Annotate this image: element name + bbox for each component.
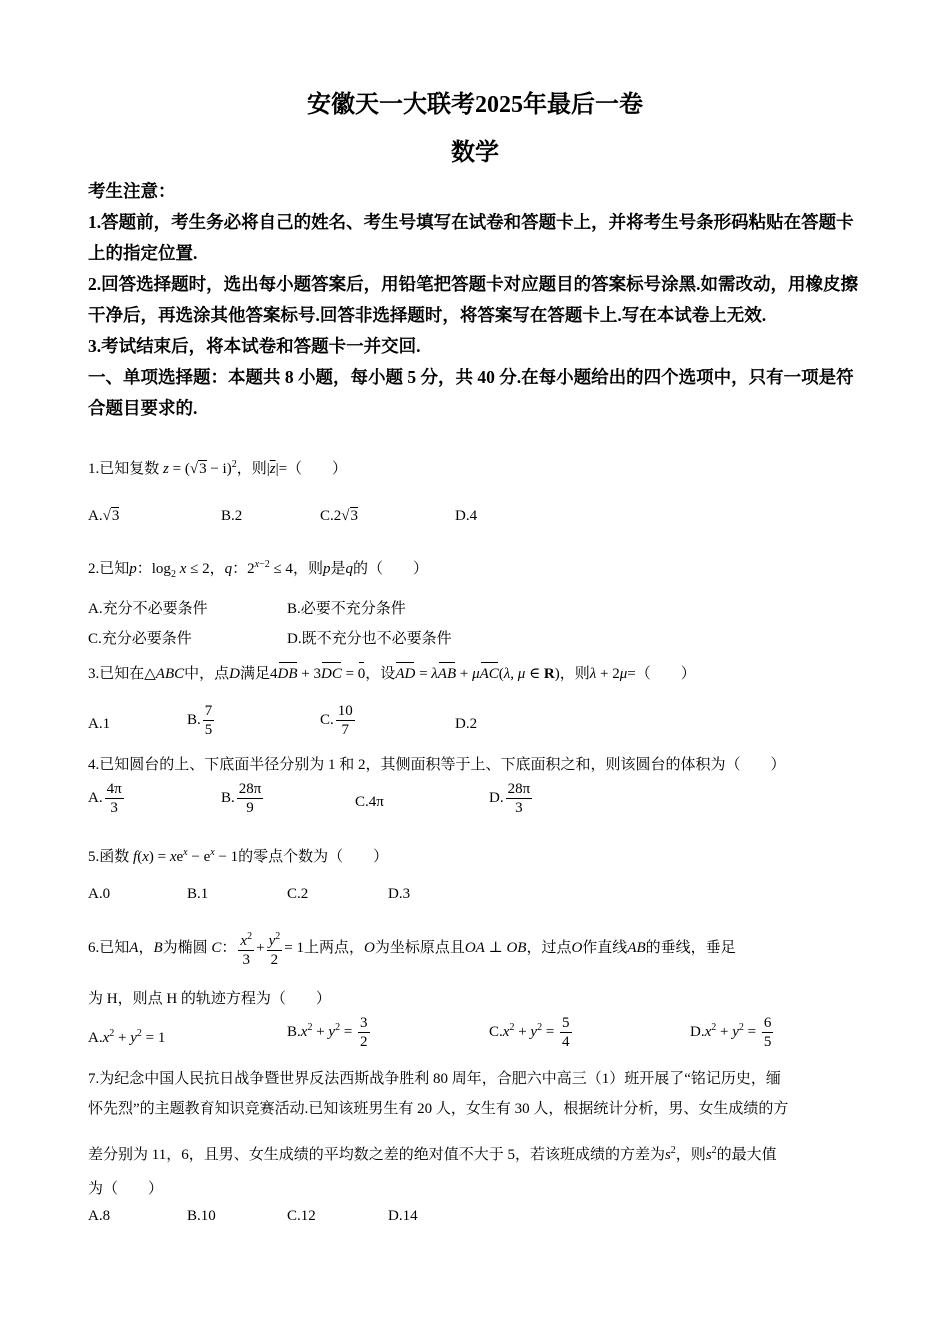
q1-option-c[interactable]: C.2√3 bbox=[320, 508, 358, 524]
q2-option-a[interactable]: A.充分不必要条件 bbox=[88, 601, 208, 617]
question-4: 4.已知圆台的上、下底面半径分别为 1 和 2，其侧面积等于上、下底面积之和，则该圆台的体积为（ ） bbox=[88, 757, 786, 773]
question-7-line4: 为（ ） bbox=[88, 1181, 164, 1197]
q1-option-d[interactable]: D.4 bbox=[455, 508, 478, 524]
q5-option-d[interactable]: D.3 bbox=[388, 886, 411, 902]
q5-option-b[interactable]: B.1 bbox=[187, 886, 209, 902]
q2-option-d[interactable]: D.既不充分也不必要条件 bbox=[287, 631, 452, 647]
question-7-line3: 差分别为 11，6，且男、女生成绩的平均数之差的绝对值不大于 5，若该班成绩的方差为$s^2$，则$s^2$的最大值 bbox=[88, 1145, 777, 1163]
q3-option-d[interactable]: D.2 bbox=[455, 716, 478, 732]
q2-option-b[interactable]: B.必要不充分条件 bbox=[287, 601, 406, 617]
question-1: 1.已知复数 $z = (√3 - i)^2$，则$|\overline{z}|=$（ ） bbox=[88, 459, 348, 477]
q5-option-c[interactable]: C.2 bbox=[287, 886, 309, 902]
q6-option-b[interactable]: $B.x^2 + y^2$ = $\frac{3}{2}$ bbox=[287, 1015, 368, 1050]
exam-title: 安徽天一大联考2025年最后一卷 bbox=[307, 92, 643, 118]
question-2: 2.已知p：$\log_2 x \le 2$，q：$2^{x-2} \le 4$，则p是q的（ ） bbox=[88, 559, 428, 580]
q3-option-c[interactable]: C. $\frac{10}{7}$ bbox=[320, 703, 353, 738]
q7-option-c[interactable]: C.12 bbox=[287, 1208, 316, 1224]
question-5: 5.函数 $f(x) = xe^x - e^x - 1$的零点个数为（ ） bbox=[88, 847, 389, 865]
q7-option-b[interactable]: B.10 bbox=[187, 1208, 216, 1224]
q1-prefix: 1.已知复数 bbox=[88, 461, 160, 477]
notes-item: 2.回答选择题时，选出每小题答案后，用铅笔把答题卡对应题目的答案标号涂黑.如需改动，用橡皮擦干净后，再选涂其他答案标号.回答非选择题时，将答案写在答题卡上.写在本试卷上无效. bbox=[88, 274, 858, 325]
q4-option-b[interactable]: B. $\frac{28\pi}{9}$ bbox=[221, 781, 262, 816]
q4-option-c[interactable]: C.4π bbox=[355, 794, 384, 810]
notes-item: 3.考试结束后，将本试卷和答题卡一并交回. bbox=[88, 336, 421, 356]
q7-option-a[interactable]: A.8 bbox=[88, 1208, 111, 1224]
notes-item: 1.答题前，考生务必将自己的姓名、考生号填写在试卷和答题卡上，并将考生号条形码粘贴在答题卡上的指定位置. bbox=[88, 212, 854, 263]
q4-option-d[interactable]: D. $\frac{28\pi}{3}$ bbox=[489, 781, 531, 816]
q6-option-c[interactable]: $C.x^2 + y^2$ = $\frac{5}{4}$ bbox=[489, 1015, 570, 1050]
q1-tail: =（ ） bbox=[278, 461, 348, 477]
q1-suffix: ，则 bbox=[236, 461, 267, 477]
q5-option-a[interactable]: A.0 bbox=[88, 886, 111, 902]
question-6: 6.已知A，B为椭圆 C： $\frac{x^2}{3}$ + $\frac{y^2}{2}$ = 1上两点，O为坐标原点且OA ⊥ OB，过点O作直线AB的垂线，垂足 bbox=[88, 928, 736, 969]
exam-subject: 数学 bbox=[451, 140, 499, 166]
q4-option-a[interactable]: A. $\frac{4\pi}{3}$ bbox=[88, 781, 122, 816]
question-7-line2: 怀先烈”的主题教育知识竞赛活动.已知该班男生有 20 人，女生有 30 人，根据统计分析，男、女生成绩的方 bbox=[88, 1101, 789, 1117]
question-3: 3.已知在△ABC中，点D满足4DB + 3DC = 0，设AD = λAB + μAC(λ, μ ∈ R)，则λ + 2μ=（ ） bbox=[88, 663, 696, 685]
exam-notes bbox=[88, 176, 868, 424]
q6-option-a[interactable]: $A.x^2 + y^2 = 1$ bbox=[88, 1028, 166, 1046]
notes-heading: 考生注意： bbox=[88, 181, 176, 201]
q6-option-d[interactable]: $D.x^2 + y^2$ = $\frac{6}{5}$ bbox=[690, 1015, 772, 1050]
q2-option-c[interactable]: C.充分必要条件 bbox=[88, 631, 192, 647]
q3-option-a[interactable]: A.1 bbox=[88, 716, 111, 732]
question-7-line1: 7.为纪念中国人民抗日战争暨世界反法西斯战争胜利 80 周年，合肥六中高三（1）班开展了“铭记历史，缅 bbox=[88, 1071, 781, 1087]
q7-option-d[interactable]: D.14 bbox=[388, 1208, 418, 1224]
section-heading: 一、单项选择题：本题共 8 小题，每小题 5 分，共 40 分.在每小题给出的四个选项中，只有一项是符合题目要求的. bbox=[88, 367, 854, 418]
q1-option-a[interactable]: A.√3 bbox=[88, 508, 120, 524]
q1-option-b[interactable]: B.2 bbox=[221, 508, 243, 524]
q3-option-b[interactable]: B. $\frac{7}{5}$ bbox=[187, 703, 213, 738]
question-6-line2: 为 H，则点 H 的轨迹方程为（ ） bbox=[88, 991, 331, 1007]
